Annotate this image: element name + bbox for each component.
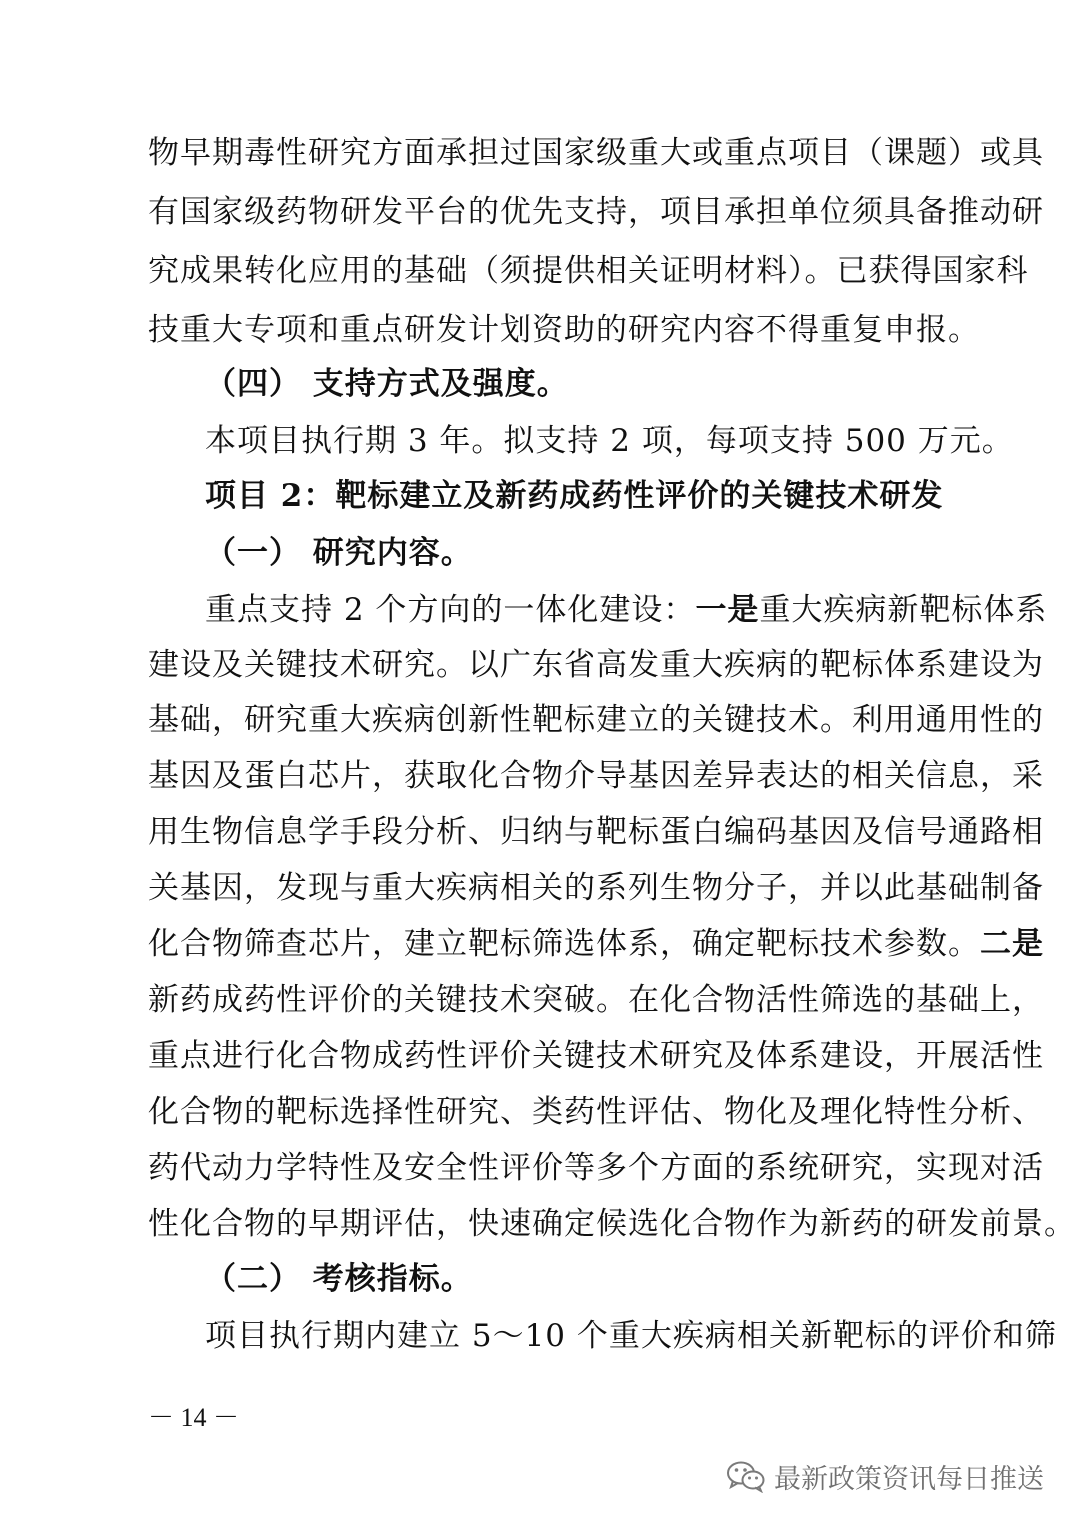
emphasis-second: 二是 — [980, 926, 1044, 962]
body-text-line: 物早期毒性研究方面承担过国家级重大或重点项目（课题）或具 — [148, 135, 1044, 171]
body-text-line — [148, 924, 1044, 964]
section-heading-research: （一） 研究内容。 — [205, 535, 473, 571]
project-title: 项目 2：靶标建立及新药成药性评价的关键技术研发 — [205, 478, 944, 514]
body-text-line: 重点进行化合物成药性评价关键技术研究及体系建设，开展活性 — [148, 1038, 1044, 1074]
body-text-line: 化合物的靶标选择性研究、类药性评估、物化及理化特性分析、 — [148, 1094, 1044, 1130]
section-heading-support: （四） 支持方式及强度。 — [205, 366, 569, 402]
body-text-line: 性化合物的早期评估，快速确定候选化合物作为新药的研发前景。 — [148, 1206, 1076, 1242]
body-text-line: 有国家级药物研发平台的优先支持，项目承担单位须具备推动研 — [148, 194, 1044, 230]
body-text-line: 建设及关键技术研究。以广东省高发重大疾病的靶标体系建设为 — [148, 647, 1044, 683]
wechat-icon — [726, 1459, 766, 1493]
text-run: 化合物筛查芯片，建立靶标筛选体系，确定靶标技术参数。 — [148, 926, 980, 962]
text-run: 重点支持 2 个方向的一体化建设： — [205, 592, 696, 628]
section-heading-assessment: （二） 考核指标。 — [205, 1261, 473, 1297]
body-text-line: 新药成药性评价的关键技术突破。在化合物活性筛选的基础上， — [148, 982, 1044, 1018]
watermark-text: 最新政策资讯每日推送 — [774, 1463, 1044, 1495]
page-number: － 14 － — [148, 1403, 240, 1432]
body-text-line: 基因及蛋白芯片，获取化合物介导基因差异表达的相关信息，采 — [148, 758, 1044, 794]
body-text-line: 技重大专项和重点研发计划资助的研究内容不得重复申报。 — [148, 312, 980, 348]
text-run: 重大疾病新靶标体系 — [759, 592, 1048, 628]
watermark — [726, 1456, 1044, 1496]
body-text-line: 用生物信息学手段分析、归纳与靶标蛋白编码基因及信号通路相 — [148, 814, 1044, 850]
body-text-line: 究成果转化应用的基础（须提供相关证明材料）。已获得国家科 — [148, 253, 1029, 289]
body-text-line: 项目执行期内建立 5～10 个重大疾病相关新靶标的评价和筛 — [205, 1318, 1057, 1354]
body-text-line — [205, 590, 1047, 630]
body-text-line: 本项目执行期 3 年。拟支持 2 项，每项支持 500 万元。 — [205, 423, 1014, 459]
emphasis-first: 一是 — [695, 592, 760, 628]
body-text-line: 基础，研究重大疾病创新性靶标建立的关键技术。利用通用性的 — [148, 702, 1044, 738]
body-text-line: 关基因，发现与重大疾病相关的系列生物分子，并以此基础制备 — [148, 870, 1044, 906]
body-text-line: 药代动力学特性及安全性评价等多个方面的系统研究，实现对活 — [148, 1150, 1044, 1186]
